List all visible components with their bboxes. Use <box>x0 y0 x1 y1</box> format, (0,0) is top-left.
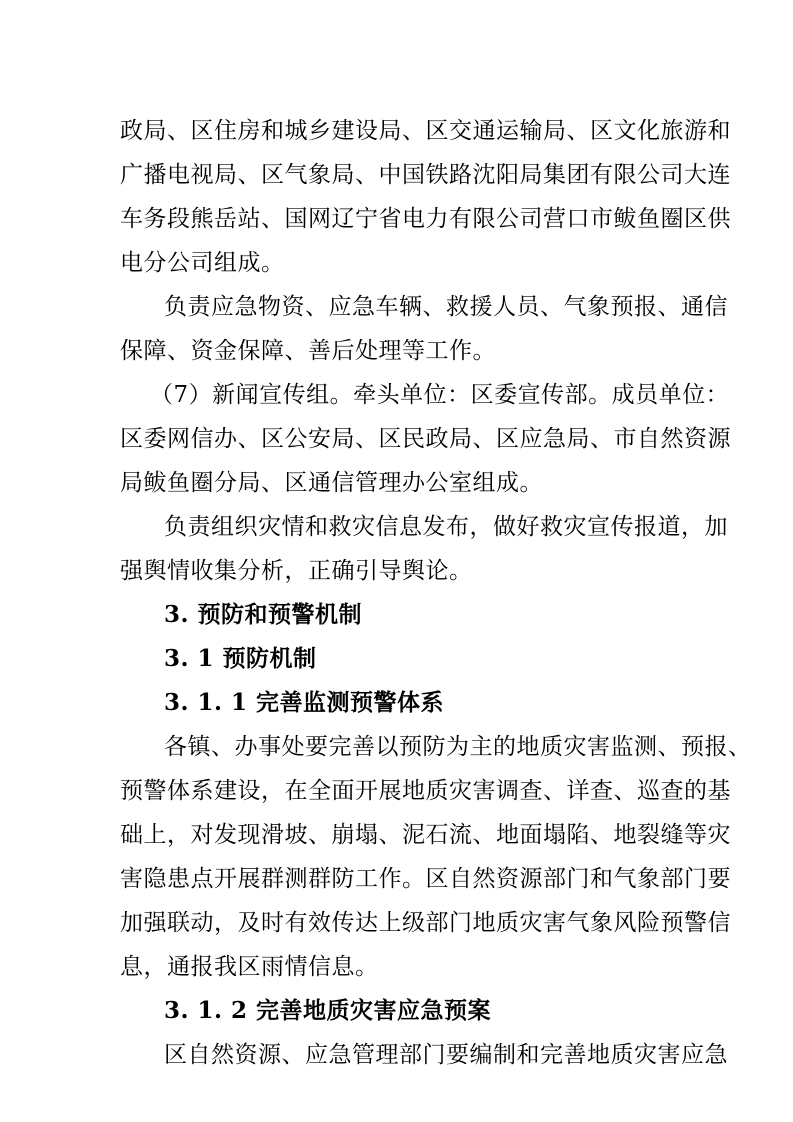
subsection-heading: 3. 1 预防机制 <box>164 645 317 672</box>
text-line: 区委网信办、区公安局、区民政局、区应急局、市自然资源 <box>120 426 731 452</box>
text-line: 保障、资金保障、善后处理等工作。 <box>120 338 496 364</box>
text-line: 息，通报我区雨情信息。 <box>120 954 379 980</box>
text-line: 强舆情收集分析，正确引导舆论。 <box>120 558 473 584</box>
text-line: 广播电视局、区气象局、中国铁路沈阳局集团有限公司大连 <box>120 162 731 188</box>
text-line: 预警体系建设，在全面开展地质灾害调查、详查、巡查的基 <box>120 778 731 804</box>
subsubsection-heading: 3. 1. 2 完善地质灾害应急预案 <box>164 997 492 1024</box>
subsubsection-heading: 3. 1. 1 完善监测预警体系 <box>164 689 445 716</box>
section-heading: 3. 预防和预警机制 <box>164 601 363 628</box>
text-line: 政局、区住房和城乡建设局、区交通运输局、区文化旅游和 <box>120 118 731 144</box>
paragraph-start: （7）新闻宣传组。牵头单位：区委宣传部。成员单位： <box>150 382 730 408</box>
paragraph-start: 负责组织灾情和救灾信息发布，做好救灾宣传报道，加 <box>164 514 728 540</box>
text-line: 电分公司组成。 <box>120 250 285 276</box>
text-line: 加强联动，及时有效传达上级部门地质灾害气象风险预警信 <box>120 910 731 936</box>
text-line: 车务段熊岳站、国网辽宁省电力有限公司营口市鲅鱼圈区供 <box>120 206 731 232</box>
text-line: 础上，对发现滑坡、崩塌、泥石流、地面塌陷、地裂缝等灾 <box>120 822 731 848</box>
text-line: 害隐患点开展群测群防工作。区自然资源部门和气象部门要 <box>120 866 731 892</box>
paragraph-start: 各镇、办事处要完善以预防为主的地质灾害监测、预报、 <box>164 734 752 760</box>
paragraph-start: 区自然资源、应急管理部门要编制和完善地质灾害应急 <box>164 1042 728 1068</box>
paragraph-start: 负责应急物资、应急车辆、救援人员、气象预报、通信 <box>164 294 728 320</box>
text-line: 局鲅鱼圈分局、区通信管理办公室组成。 <box>120 470 543 496</box>
